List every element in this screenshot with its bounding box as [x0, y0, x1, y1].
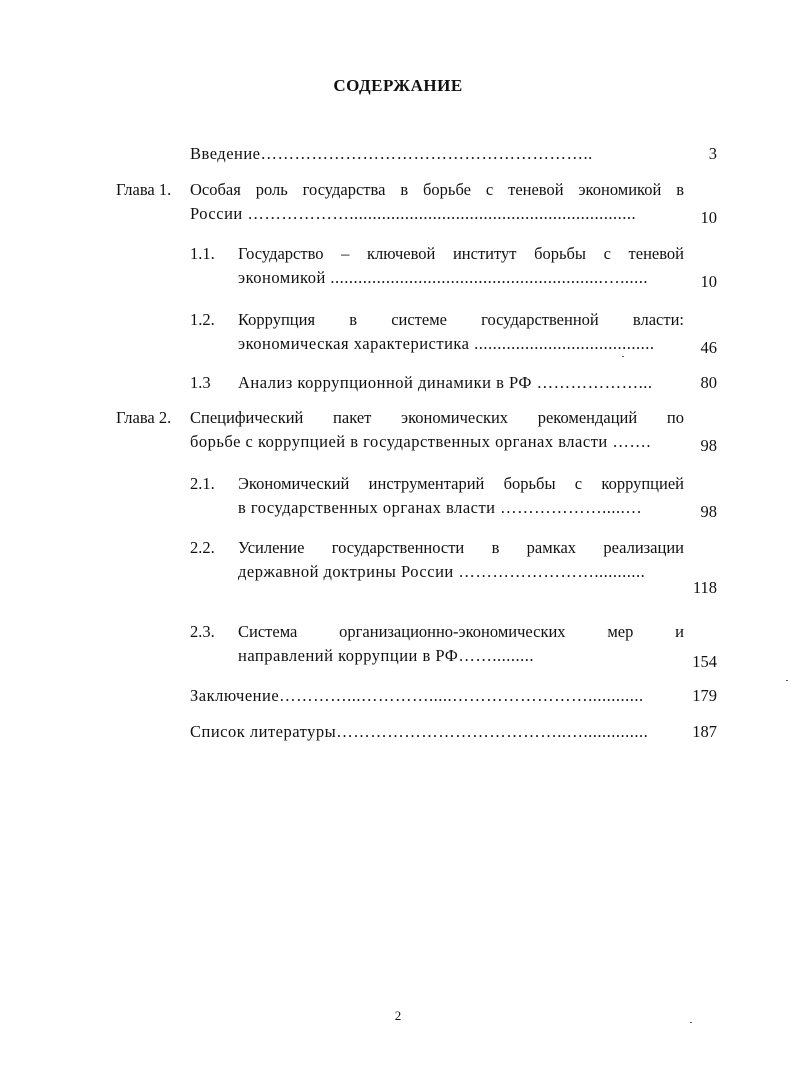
entry-text: [190, 720, 684, 744]
entry-line: Экономический инструментарий борьбы с коррупцией: [238, 474, 684, 493]
entry-text: [238, 620, 684, 668]
entry-label: 1.1.: [190, 244, 215, 263]
entry-label: Глава 2.: [116, 408, 172, 427]
entry-line: борьбе с коррупцией в государственных органах власти …….: [190, 432, 651, 451]
entry-line: Список литературы…………………………………..…..............: [190, 722, 649, 741]
entry-line: Особая роль государства в борьбе с теневой экономикой в: [190, 180, 684, 199]
entry-line: державной доктрины России ……………………...........: [238, 562, 646, 581]
entry-label: 1.3: [190, 373, 211, 392]
entry-page-number: 46: [700, 338, 717, 357]
entry-text: [238, 472, 684, 520]
entry-text: [190, 684, 684, 708]
entry-line: Усиление государственности в рамках реализации: [238, 538, 684, 557]
entry-text: [238, 536, 684, 584]
scan-speck: [690, 1022, 692, 1023]
entry-page-number: 118: [692, 578, 717, 597]
entry-page-number: 98: [700, 436, 717, 455]
entry-line: экономическая характеристика .......................................: [238, 334, 655, 353]
entry-line: России ………………..............................................................: [190, 204, 637, 223]
scan-speck: [622, 356, 624, 357]
toc-title: СОДЕРЖАНИЕ: [333, 76, 463, 95]
entry-line: Заключение…………...………….....……………………............: [190, 686, 644, 705]
entry-label: 1.2.: [190, 310, 215, 329]
entry-page-number: 80: [700, 373, 717, 392]
entry-page-number: 10: [700, 208, 717, 227]
entry-line: Система организационно-экономических мер и: [238, 622, 684, 641]
entry-text: [190, 178, 684, 226]
entry-line: Государство – ключевой институт борьбы с теневой: [238, 244, 684, 263]
entry-page-number: 3: [708, 144, 717, 163]
entry-label: 2.3.: [190, 622, 215, 641]
footer-page-number: 2: [394, 1008, 402, 1023]
entry-label: Глава 1.: [116, 180, 172, 199]
entry-page-number: 187: [692, 722, 717, 741]
entry-page-number: 154: [692, 652, 717, 671]
entry-label: 2.2.: [190, 538, 215, 557]
entry-page-number: 98: [700, 502, 717, 521]
entry-line: в государственных органах власти ……………….....…: [238, 498, 643, 517]
entry-line: Коррупция в системе государственной власти:: [238, 310, 684, 329]
entry-text: [190, 406, 684, 454]
entry-line: Анализ коррупционной динамики в РФ ………………...: [238, 373, 653, 392]
scan-speck: [786, 680, 788, 681]
entry-line: направлений коррупции в РФ…….........: [238, 646, 534, 665]
entry-text: [190, 142, 630, 166]
entry-line: Введение…………………………………………………..: [190, 144, 593, 163]
entry-line: Специфический пакет экономических рекомендаций по: [190, 408, 684, 427]
entry-page-number: 179: [692, 686, 717, 705]
entry-label: 2.1.: [190, 474, 215, 493]
entry-text: [238, 242, 684, 290]
entry-page-number: 10: [700, 272, 717, 291]
entry-text: [238, 308, 684, 356]
entry-text: [238, 371, 684, 395]
entry-line: экономикой ...........................................................…......: [238, 268, 649, 287]
